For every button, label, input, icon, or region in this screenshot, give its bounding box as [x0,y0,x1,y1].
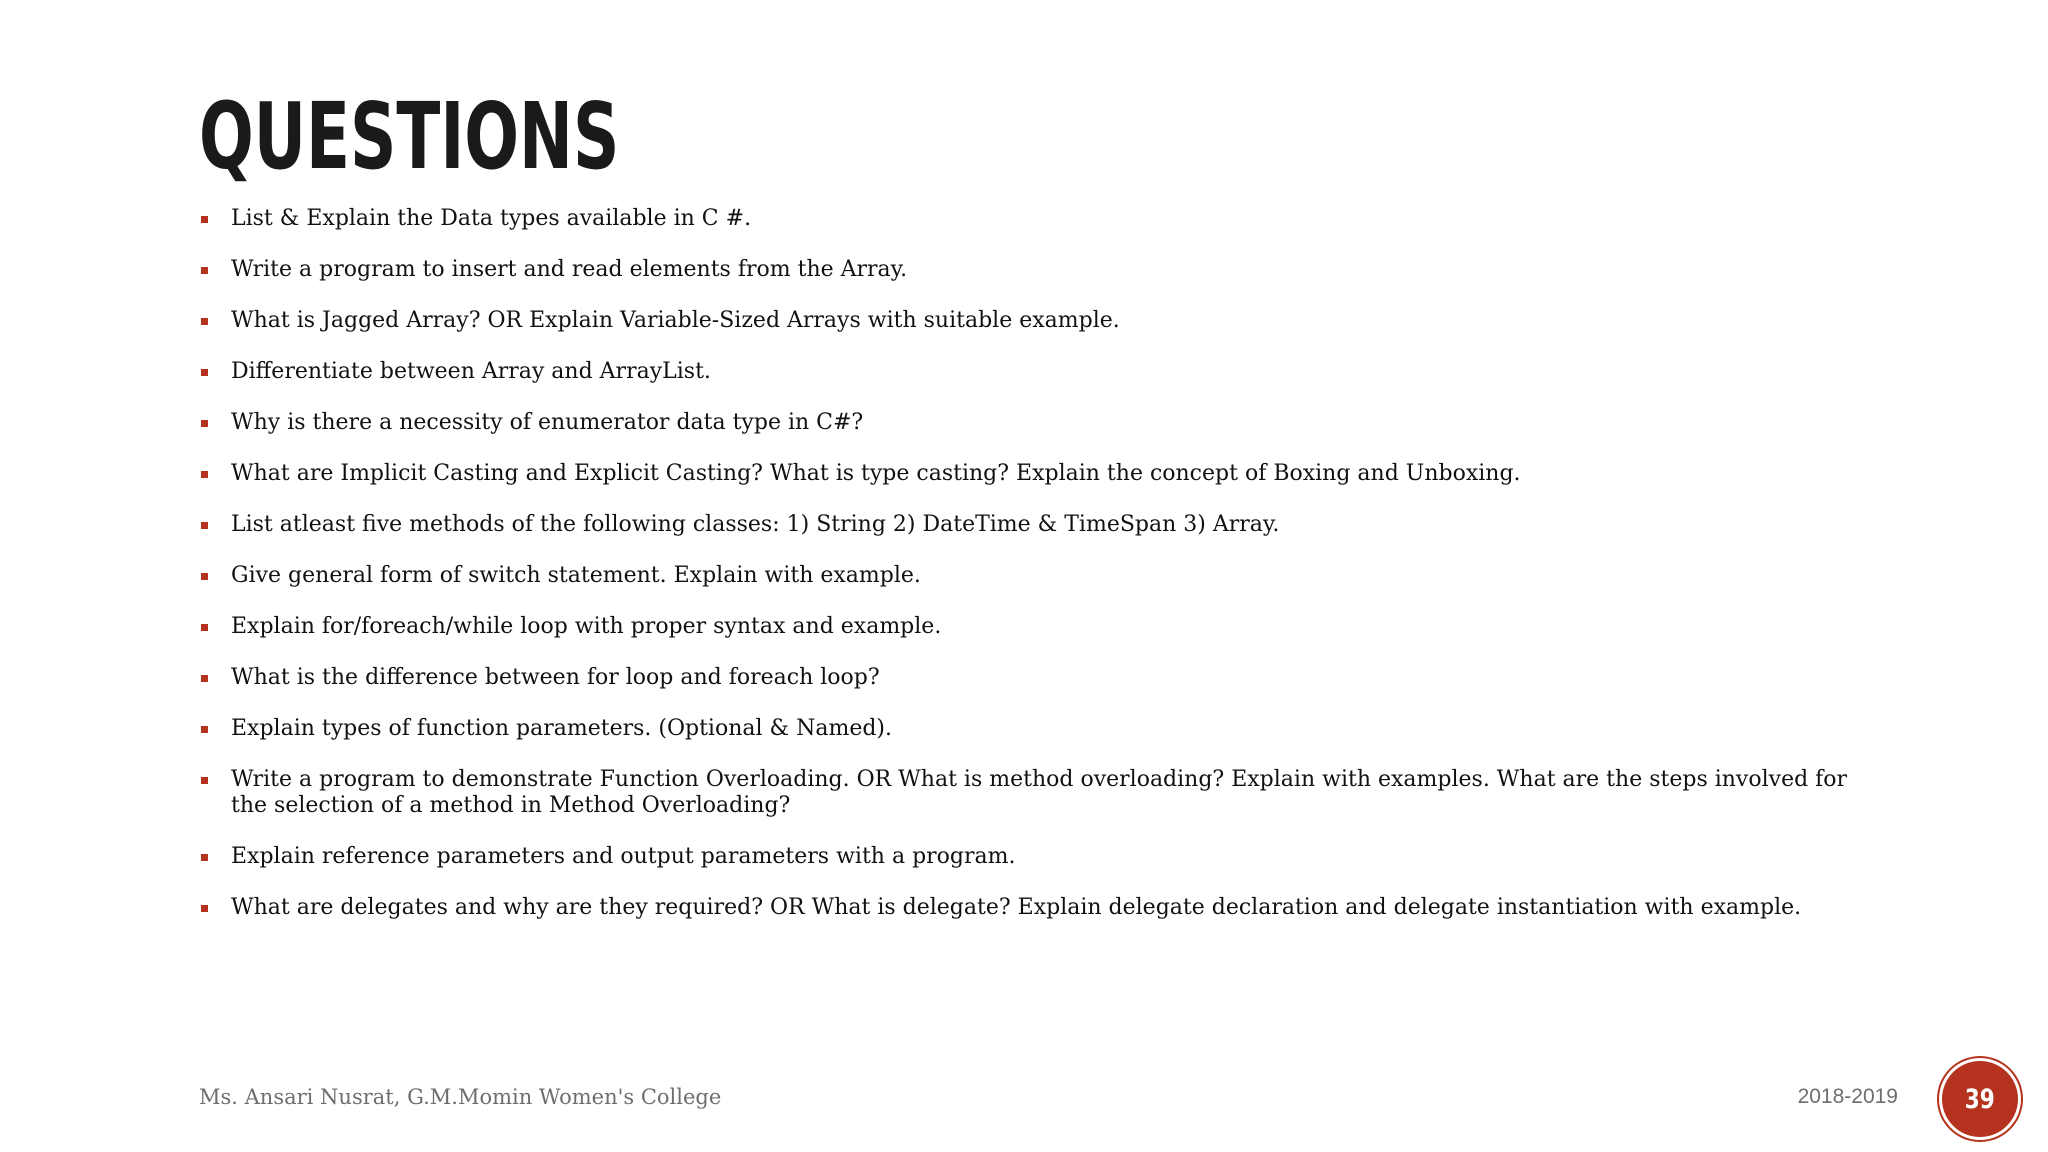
question-item [199,716,1879,742]
question-item [199,844,1879,870]
question-item [199,563,1879,589]
question-text: Explain for/foreach/while loop with proper syntax and example. [231,614,942,639]
question-text: What are delegates and why are they required? OR What is delegate? Explain delegate declaration and delegate instantiation with example. [231,895,1802,920]
question-text: Write a program to demonstrate Function Overloading. OR What is method overloading? Explain with examples. What are the steps involved for the selection of a method in Method Overloading? [231,767,1848,818]
square-bullet-icon [201,522,208,529]
question-text: Explain types of function parameters. (Optional & Named). [231,716,893,741]
question-item [199,665,1879,691]
question-list [199,206,1879,946]
square-bullet-icon [201,471,208,478]
question-text: List & Explain the Data types available in C #. [231,206,752,231]
square-bullet-icon [201,726,208,733]
question-text: Give general form of switch statement. Explain with example. [231,563,921,588]
question-text: What are Implicit Casting and Explicit Casting? What is type casting? Explain the concept of Boxing and Unboxing. [231,461,1521,486]
question-text: What is Jagged Array? OR Explain Variable-Sized Arrays with suitable example. [231,308,1120,333]
question-item [199,461,1879,487]
page-number-badge [1942,1061,2018,1137]
question-item [199,512,1879,538]
square-bullet-icon [201,318,208,325]
slide-title: QUESTIONS [199,83,620,190]
square-bullet-icon [201,905,208,912]
question-item [199,308,1879,334]
square-bullet-icon [201,420,208,427]
square-bullet-icon [201,777,208,784]
question-item [199,614,1879,640]
square-bullet-icon [201,573,208,580]
question-item [199,206,1879,232]
question-item [199,410,1879,436]
question-text: Explain reference parameters and output parameters with a program. [231,844,1016,869]
square-bullet-icon [201,216,208,223]
footer-year: 2018-2019 [1797,1085,1898,1108]
question-text: Write a program to insert and read elements from the Array. [231,257,908,282]
question-item [199,767,1879,819]
question-item [199,359,1879,385]
page-number: 39 [1964,1083,1996,1115]
square-bullet-icon [201,369,208,376]
question-text: List atleast five methods of the following classes: 1) String 2) DateTime & TimeSpan 3) Array. [231,512,1280,537]
question-text: Why is there a necessity of enumerator data type in C#? [231,410,864,435]
footer-author: Ms. Ansari Nusrat, G.M.Momin Women's College [199,1085,722,1109]
square-bullet-icon [201,854,208,861]
question-item [199,895,1879,921]
square-bullet-icon [201,624,208,631]
question-item [199,257,1879,283]
square-bullet-icon [201,267,208,274]
square-bullet-icon [201,675,208,682]
question-text: What is the difference between for loop and foreach loop? [231,665,880,690]
question-text: Differentiate between Array and ArrayList. [231,359,711,384]
